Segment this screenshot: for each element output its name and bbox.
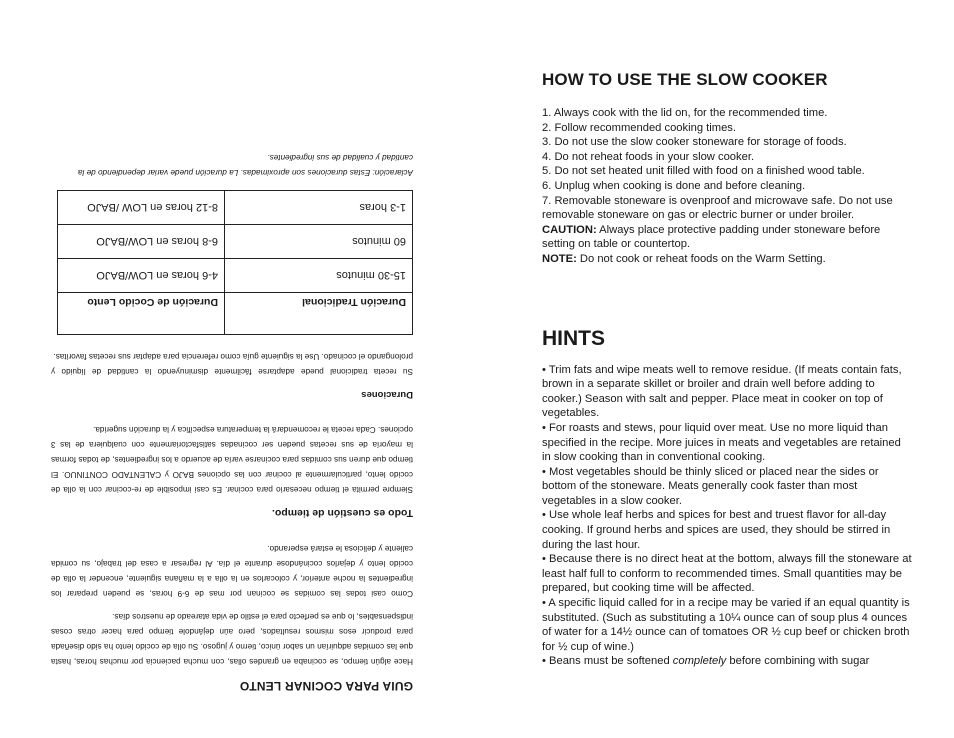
hint-item-last xyxy=(542,654,912,669)
durations-note: Aclaración: Estas duraciones son aproximadas. La duración puede variar dependiendo de la cantidad y cualidad de sus ingredientes. xyxy=(78,153,413,177)
hint-last-pre: • Beans must be softened xyxy=(542,655,673,668)
time-paragraph: Siempre permita el tiempo necesario para cocinar. Es casi imposible de re-cocinar con la olla de cocido lento, particularmente al cocinar con las opciones BAJO y CALENTADO CONTINUO. El tiempo que duren sus comidas para cocinarse varía de acuerdo a los ingredientes, de todas formas la mayoría de sus recetas pueden ser cocinadas satisfactoriamente con cualquiera de las 3 opciones. Cada receta le recomendará la temperatura específica y la duración sugerida. xyxy=(51,425,413,494)
english-page xyxy=(477,0,954,738)
english-content xyxy=(542,70,912,669)
table-cell: 15-30 minutos xyxy=(225,259,413,293)
note-text: Do not cook or reheat foods on the Warm Setting. xyxy=(576,252,826,265)
step-item: 5. Do not set heated unit filled with food on a finished wood table. xyxy=(542,165,865,178)
table-cell: 6-8 horas en LOW/BAJO xyxy=(58,225,225,259)
table-header-row xyxy=(58,293,413,335)
durations-heading: Duraciones xyxy=(361,389,413,400)
step-item: 6. Unplug when cooking is done and before cleaning. xyxy=(542,179,806,192)
hints-heading: HINTS xyxy=(542,326,605,350)
hint-last-post: before combining with sugar xyxy=(726,655,870,668)
spanish-title: GUIA PARA COCINAR LENTO xyxy=(239,679,413,693)
step-item: 4. Do not reheat foods in your slow cooker. xyxy=(542,150,755,163)
spanish-intro-2: Como casi todas las comidas se cocinan por mas de 6-9 horas, se pueden preparar los ingredientes la noche anterior, y colocarlos en la olla a la mañana siguiente, encender la olla de cocido lento y dejarlos cocinándose durante el día. Al regresar a casa del trabajo, su comida caliente y deliciosa le estará esperando. xyxy=(51,544,413,598)
hint-item: • Because there is no direct heat at the bottom, always fill the stoneware at least half full to conform to recommended times. Small quantities may be prepared, but cooking time will be affected. xyxy=(542,553,912,595)
caution-label: CAUTION: xyxy=(542,223,597,236)
step-item: 3. Do not use the slow cooker stoneware for storage of foods. xyxy=(542,136,847,149)
spanish-intro: Hace algún tiempo, se cocinaba en grandes ollas, con mucha paciencia por muchas horas, hasta que las comidas adquirían un sabor único, tierno y jugoso. Su olla de cocido lento ha sido diseñada para producir esos mismos resultados, pero aún dejándole tiempo para hacer otras cosas indispensables, lo que es perfecto para el estilo de vida atareado de nuestros días. xyxy=(51,612,413,666)
hint-item: • Trim fats and wipe meats well to remove residue. (If meats contain fats, brown in a separate skillet or broiler and drain well before adding to cooker.) Season with salt and pepper. Place meat in cooker on top of vegetables. xyxy=(542,363,902,420)
spanish-content xyxy=(51,150,413,693)
durations-table xyxy=(57,190,413,335)
step-item: 7. Removable stoneware is ovenproof and microwave safe. Do not use removable stoneware on gas or electric burner or under broiler. xyxy=(542,194,893,222)
hint-last-emphasis: completely xyxy=(672,655,727,668)
durations-paragraph: Su receta tradicional puede adaptarse fácilmente disminuyendo la cantidad de líquido y prolongando el cocinado. Use la siguiente guía como referencia para adaptar sus recetas favoritas. xyxy=(51,352,413,376)
table-cell: 1-3 horas xyxy=(225,191,413,225)
table-header-slow: Duración de Cocido Lento xyxy=(58,293,225,335)
hint-item: • Most vegetables should be thinly sliced or placed near the sides or bottom of the stoneware. Meats generally cook faster than most vegetables in a slow cooker. xyxy=(542,465,879,507)
step-item: 1. Always cook with the lid on, for the recommended time. xyxy=(542,107,828,119)
hint-item: • Use whole leaf herbs and spices for best and truest flavor for all-day cooking. If ground herbs and spices are used, they should be stirred in during the last hour. xyxy=(542,509,891,551)
note-line xyxy=(542,252,912,267)
time-heading: Todo es cuestión de tiempo. xyxy=(272,507,413,519)
note-label: NOTE: xyxy=(542,252,577,265)
table-cell: 4-6 horas en LOW/BAJO xyxy=(58,259,225,293)
table-header-traditional: Duración Tradicional xyxy=(225,293,413,335)
table-cell: 8-12 horas en LOW /BAJO xyxy=(58,191,225,225)
hint-item: • A specific liquid called for in a recipe may be varied if an equal quantity is substituted. (Such as substituting a 10¼ ounce can of soup plus 4 ounces of water for a 14½ ounce can of tomatoes OR ½ cup beef or chicken broth for ½ cup of wine.) xyxy=(542,597,910,653)
how-to-heading: HOW TO USE THE SLOW COOKER xyxy=(542,70,828,89)
hint-item: • For roasts and stews, pour liquid over meat. Use no more liquid than specified in the recipe. More juices in meats and vegetables are retained in slow cooking than in conventional cooking. xyxy=(542,421,901,464)
table-row xyxy=(58,225,413,259)
hints-list xyxy=(542,363,912,669)
step-item: 2. Follow recommended cooking times. xyxy=(542,121,737,134)
caution-text: Always place protective padding under stoneware before setting on table or countertop. xyxy=(542,223,881,251)
table-row xyxy=(58,259,413,293)
caution-line xyxy=(542,223,912,252)
table-cell: 60 minutos xyxy=(225,225,413,259)
table-row xyxy=(58,191,413,225)
